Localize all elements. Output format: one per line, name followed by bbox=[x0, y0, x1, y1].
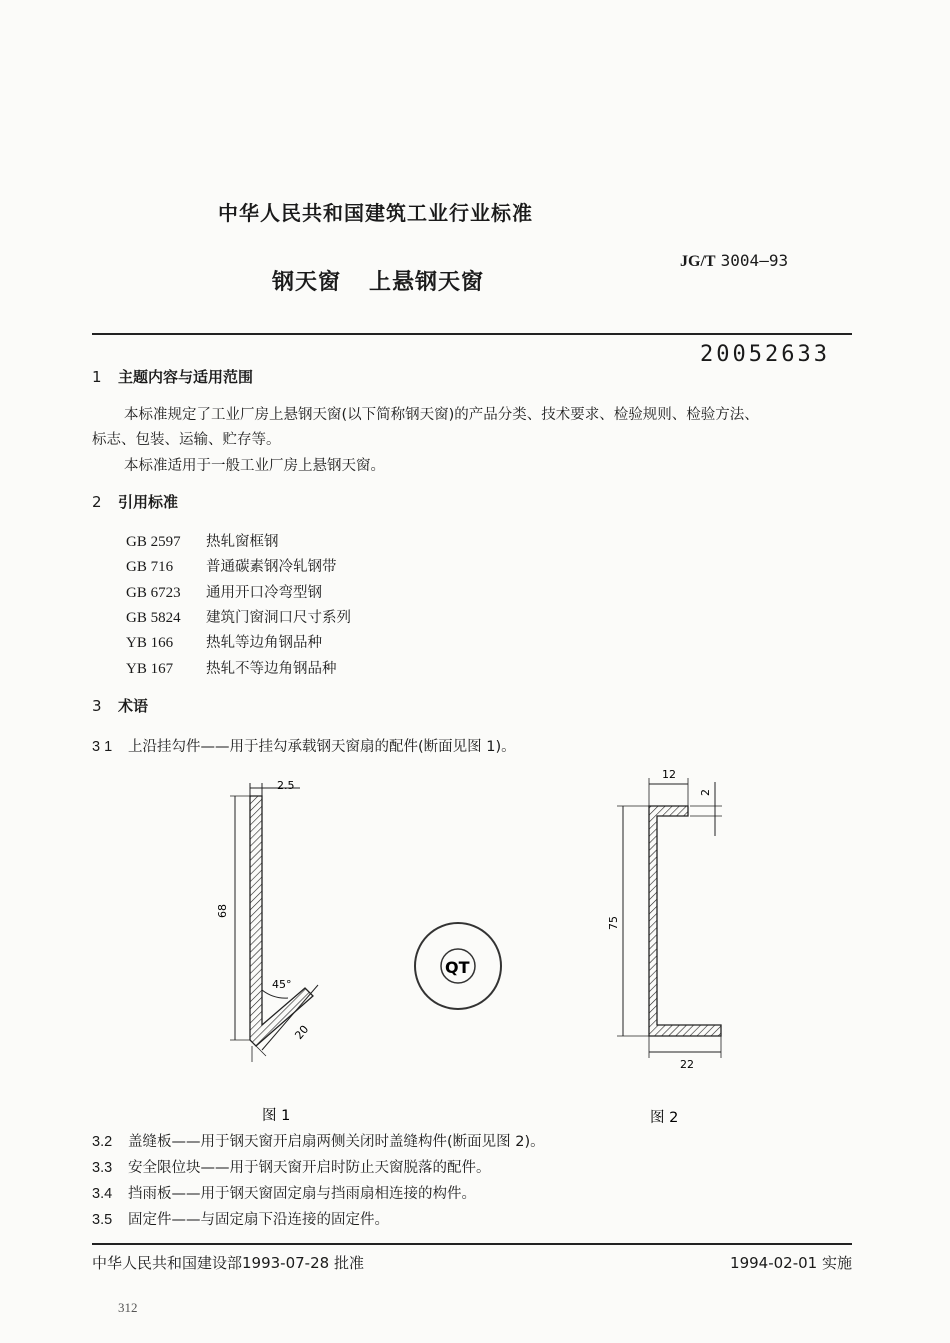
section-heading-3 bbox=[92, 695, 148, 716]
figure1-dim-leg: 20 bbox=[292, 1022, 312, 1042]
figure1-drawing bbox=[216, 779, 318, 1062]
section-heading-2 bbox=[92, 491, 178, 512]
term-definition bbox=[92, 1182, 476, 1203]
reference-code: YB 167 bbox=[126, 661, 174, 677]
title-part1: 钢天窗 bbox=[272, 270, 342, 295]
serial-number: 20052633 bbox=[700, 342, 830, 367]
reference-name: 普通碳素钢冷轧钢带 bbox=[206, 559, 337, 575]
reference-item bbox=[126, 530, 279, 551]
figure1-angle-arc bbox=[262, 990, 288, 998]
figure2-drawing bbox=[607, 768, 722, 1071]
effective-date: 1994-02-01 实施 bbox=[730, 1254, 852, 1272]
scope-para2: 本标准适用于一般工业厂房上悬钢天窗。 bbox=[124, 458, 385, 474]
footer-rule bbox=[92, 1243, 852, 1245]
figure1-dim-height: 68 bbox=[216, 904, 229, 918]
figures-area bbox=[0, 760, 950, 1130]
stamp-center: QT bbox=[445, 958, 470, 977]
figure2-dim-height: 75 bbox=[607, 916, 620, 930]
document-title bbox=[272, 265, 484, 296]
figure2-profile bbox=[649, 806, 721, 1036]
term-number: 3 1 bbox=[92, 739, 113, 755]
figure2-caption: 图 2 bbox=[650, 1110, 679, 1126]
figure1-dim-thickness: 2.5 bbox=[277, 779, 295, 792]
term-text: 固定件——与固定扇下沿连接的固定件。 bbox=[128, 1212, 389, 1228]
term-text: 盖缝板——用于钢天窗开启扇两侧关闭时盖缝构件(断面见图 2)。 bbox=[128, 1134, 545, 1150]
reference-item bbox=[126, 657, 337, 678]
reference-name: 热轧等边角钢品种 bbox=[206, 635, 322, 651]
title-part2: 上悬钢天窗 bbox=[369, 270, 485, 295]
reference-code: YB 166 bbox=[126, 635, 174, 651]
reference-item bbox=[126, 606, 351, 627]
approval-date: 中华人民共和国建设部1993-07-28 批准 bbox=[92, 1254, 364, 1272]
reference-code: GB 5824 bbox=[126, 610, 181, 626]
scope-para1-line1: 本标准规定了工业厂房上悬钢天窗(以下简称钢天窗)的产品分类、技术要求、检验规则、检验方法、 bbox=[124, 407, 759, 423]
term-number: 3.4 bbox=[92, 1186, 113, 1202]
term-text: 挡雨板——用于钢天窗固定扇与挡雨扇相连接的构件。 bbox=[128, 1186, 476, 1202]
figure2-dim-top-width: 12 bbox=[662, 768, 676, 781]
term-definition bbox=[92, 1130, 545, 1151]
reference-code: GB 716 bbox=[126, 559, 174, 575]
section-number: 1 bbox=[92, 368, 102, 386]
standard-code bbox=[680, 251, 788, 271]
section-number: 2 bbox=[92, 493, 102, 511]
header-rule bbox=[92, 333, 852, 335]
issuing-organization: 中华人民共和国建筑工业行业标准 bbox=[218, 201, 533, 225]
section-title: 主题内容与适用范围 bbox=[118, 368, 254, 386]
term-definition bbox=[92, 1208, 389, 1229]
section-number: 3 bbox=[92, 697, 102, 715]
term-definition bbox=[92, 735, 516, 756]
reference-code: GB 2597 bbox=[126, 534, 181, 550]
reference-name: 建筑门窗洞口尺寸系列 bbox=[206, 610, 351, 626]
term-number: 3.5 bbox=[92, 1212, 113, 1228]
figure1-dim-angle: 45° bbox=[272, 978, 292, 991]
section-title: 引用标准 bbox=[118, 493, 179, 511]
section-title: 术语 bbox=[118, 697, 149, 715]
figure2-dim-bottom-width: 22 bbox=[680, 1058, 694, 1071]
figure1-profile bbox=[250, 796, 313, 1046]
reference-item bbox=[126, 581, 322, 602]
reference-name: 热轧不等边角钢品种 bbox=[206, 661, 337, 677]
reference-item bbox=[126, 555, 337, 576]
term-definition bbox=[92, 1156, 491, 1177]
inspection-stamp bbox=[415, 923, 501, 1009]
section-heading-1 bbox=[92, 366, 253, 387]
standard-code-prefix: JG/T bbox=[680, 253, 716, 270]
reference-code: GB 6723 bbox=[126, 585, 181, 601]
figure2-dim-thickness: 2 bbox=[699, 789, 712, 796]
term-number: 3.3 bbox=[92, 1160, 113, 1176]
term-text: 安全限位块——用于钢天窗开启时防止天窗脱落的配件。 bbox=[128, 1160, 491, 1176]
reference-item bbox=[126, 631, 322, 652]
reference-name: 热轧窗框钢 bbox=[206, 534, 279, 550]
reference-name: 通用开口冷弯型钢 bbox=[206, 585, 322, 601]
standard-code-number: 3004—93 bbox=[720, 251, 789, 270]
scope-para1-line2: 标志、包装、运输、贮存等。 bbox=[92, 432, 281, 448]
term-text: 上沿挂勾件——用于挂勾承载钢天窗扇的配件(断面见图 1)。 bbox=[128, 739, 516, 755]
figure1-caption: 图 1 bbox=[262, 1108, 291, 1124]
term-number: 3.2 bbox=[92, 1134, 113, 1150]
page-number: 312 bbox=[118, 1300, 138, 1315]
